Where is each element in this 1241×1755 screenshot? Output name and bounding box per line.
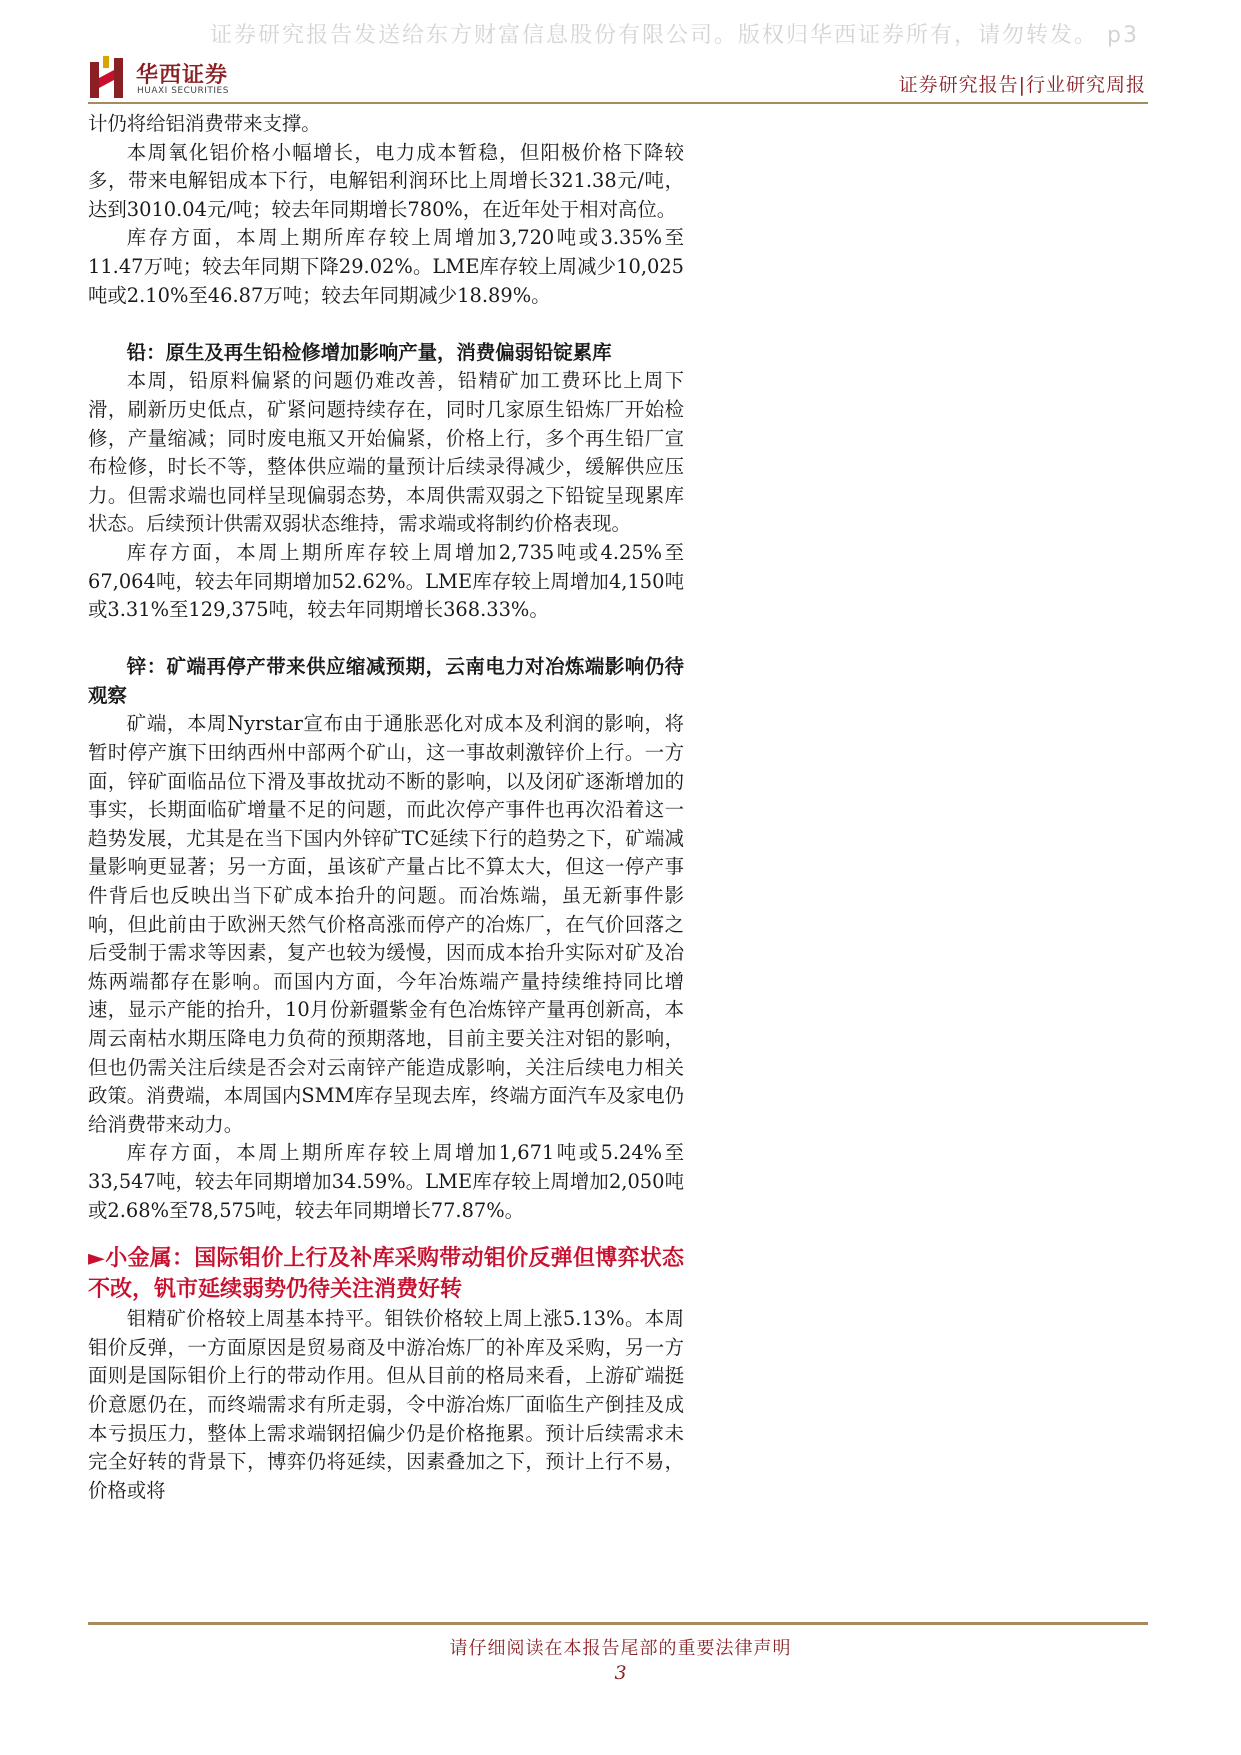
header-divider <box>88 102 1148 104</box>
legal-notice: 请仔细阅读在本报告尾部的重要法律声明 <box>449 1638 792 1659</box>
paragraph: 库存方面，本周上期所库存较上周增加1,671吨或5.24%至33,547吨，较去年同期增加34.59%。LME库存较上周增加2,050吨或2.68%至78,575吨，较去年同期增长77.87%。 <box>88 1141 684 1222</box>
paragraph: 矿端，本周Nyrstar宣布由于通胀恶化对成本及利润的影响，将暂时停产旗下田纳西州中部两个矿山，这一事故刺激锌价上行。一方面，锌矿面临品位下滑及事故扰动不断的影响，以及闭矿逐渐增加的事实，长期面临矿增量不足的问题，而此次停产事件也再次沿着这一趋势发展，尤其是在当下国内外锌矿TC延续下行的趋势之下，矿端减量影响更显著；另一方面，虽该矿产量占比不算太大，但这一停产事件背后也反映出当下矿成本抬升的问题。而冶炼端，虽无新事件影响，但此前由于欧洲天然气价格高涨而停产的冶炼厂，在气价回落之后受制于需求等因素，复产也较为缓慢，因而成本抬升实际对矿及冶炼两端都存在影响。而国内方面，今年冶炼端产量持续维持同比增速，显示产能的抬升，10月份新疆紫金有色冶炼锌产量再创新高，本周云南枯水期压降电力负荷的预期落地，目前主要关注对铝的影响，但也仍需关注后续是否会对云南锌产能造成影响，关注后续电力相关政策。消费端，本周国内SMM库存呈现去库，终端方面汽车及家电仍给消费带来动力。 <box>88 712 684 1136</box>
logo-name: 华西证券 <box>136 63 229 88</box>
huaxi-logo-icon <box>88 56 128 100</box>
paragraph: 计仍将给铝消费带来支撑。 <box>88 112 321 135</box>
report-type-label: 证券研究报告|行业研究周报 <box>898 74 1146 96</box>
paragraph: 库存方面，本周上期所库存较上周增加2,735吨或4.25%至67,064吨，较去年同期增加52.62%。LME库存较上周增加4,150吨或3.31%至129,375吨，较去年同期增长368.33%。 <box>88 540 684 622</box>
minor-metals-section-heading: ►小金属：国际钼价上行及补库采购带动钼价反弹但博弈状态不改，钒市延续弱势仍待关注消费好转 <box>88 1245 684 1303</box>
zinc-section-heading: 锌：矿端再停产带来供应缩减预期，云南电力对冶炼端影响仍待观察 <box>88 655 684 707</box>
lead-section-heading: 铅：原生及再生铅检修增加影响产量，消费偏弱铅锭累库 <box>126 340 612 364</box>
report-body <box>88 110 684 1505</box>
logo-name-en: HUAXI SECURITIES <box>137 86 229 96</box>
paragraph: 本周，铅原料偏紧的问题仍难改善，铅精矿加工费环比上周下滑，刷新历史低点，矿紧问题持续存在，同时几家原生铅炼厂开始检修，产量缩减；同时废电瓶又开始偏紧，价格上行，多个再生铅厂宣布检修，时长不等，整体供应端的量预计后续录得减少，缓解供应压力。但需求端也同样呈现偏弱态势，本周供需双弱之下铅锭呈现累库状态。后续预计供需双弱状态维持，需求端或将制约价格表现。 <box>88 369 684 536</box>
watermark: 证券研究报告发送给东方财富信息股份有限公司。版权归华西证券所有，请勿转发。 p3 <box>210 23 1139 48</box>
paragraph: 库存方面，本周上期所库存较上周增加3,720吨或3.35%至11.47万吨；较去年同期下降29.02%。LME库存较上周减少10,025吨或2.10%至46.87万吨；较去年同期减少18.89%。 <box>88 226 684 307</box>
company-logo <box>88 54 263 100</box>
footer-divider <box>88 1622 1148 1625</box>
paragraph: 本周氧化铝价格小幅增长，电力成本暂稳，但阳极价格下降较多，带来电解铝成本下行，电解铝利润环比上周增长321.38元/吨，达到3010.04元/吨；较去年同期增长780%，在近年处于相对高位。 <box>88 140 684 221</box>
paragraph: 钼精矿价格较上周基本持平。钼铁价格较上周上涨5.13%。本周钼价反弹，一方面原因是贸易商及中游冶炼厂的补库及采购，另一方面则是国际钼价上行的带动作用。但从目前的格局来看，上游矿端挺价意愿仍在，而终端需求有所走弱，令中游冶炼厂面临生产倒挂及成本亏损压力，整体上需求端钢招偏少仍是价格拖累。预计后续需求未完全好转的背景下，博弈仍将延续，因素叠加之下，预计上行不易，价格或将 <box>88 1307 684 1502</box>
page-number: 3 <box>614 1662 627 1684</box>
